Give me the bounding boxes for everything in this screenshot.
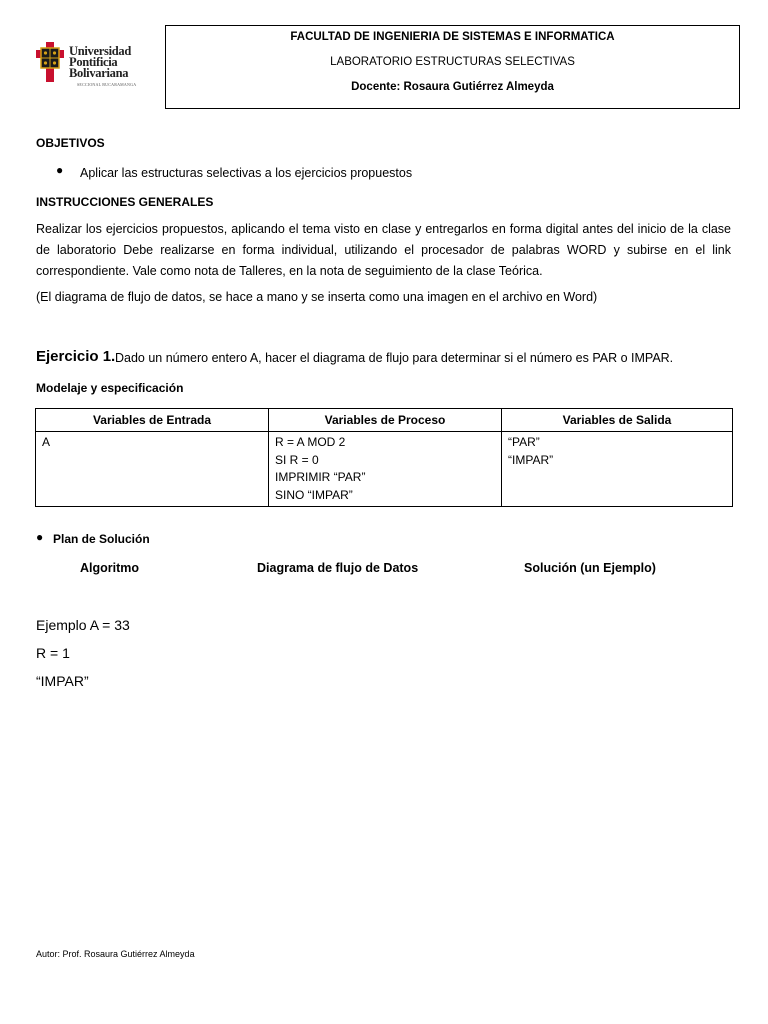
header-entrada: Variables de Entrada — [36, 409, 269, 432]
specification-table — [35, 408, 733, 507]
instrucciones-paragraph: Realizar los ejercicios propuestos, aplicando el tema visto en clase y entregarlos en forma digital antes del inicio de la clase de laboratorio Debe realizarse en forma individual, utilizando el procesador de palabras WORD y subirse en el link correspondiente. Vale como nota de Talleres, en la nota de seguimiento de la clase Teórica. — [36, 222, 731, 278]
instrucciones-heading: INSTRUCCIONES GENERALES — [36, 195, 214, 209]
proceso-line: SINO “IMPAR” — [275, 487, 353, 502]
objetivo-item: Aplicar las estructuras selectivas a los ejercicios propuestos — [80, 166, 413, 180]
salida-line: “PAR” — [508, 435, 540, 449]
bullet-icon: ● — [36, 530, 44, 544]
ejercicio-title: Ejercicio 1. — [36, 348, 116, 365]
crest-icon — [33, 40, 67, 84]
plan-heading: Plan de Solución — [53, 532, 150, 546]
entrada-value: A — [42, 435, 51, 449]
ejemplo-line-3: “IMPAR” — [36, 673, 89, 689]
university-logo — [33, 40, 143, 92]
bullet-icon: ● — [56, 163, 64, 177]
salida-line: “IMPAR” — [508, 452, 554, 467]
proceso-line: SI R = 0 — [275, 452, 319, 467]
plan-col-solucion: Solución (un Ejemplo) — [524, 561, 656, 575]
lab-title: LABORATORIO ESTRUCTURAS SELECTIVAS — [330, 56, 575, 68]
table-row — [36, 432, 733, 507]
ejemplo-line-2: R = 1 — [36, 645, 70, 661]
cell-entrada — [36, 432, 269, 507]
footer-author: Autor: Prof. Rosaura Gutiérrez Almeyda — [36, 949, 195, 959]
faculty-title: FACULTAD DE INGENIERIA DE SISTEMAS E INFORMATICA — [290, 31, 615, 43]
cell-salida — [502, 432, 733, 507]
proceso-line: R = A MOD 2 — [275, 435, 346, 449]
header-box — [165, 25, 740, 109]
header-salida: Variables de Salida — [502, 409, 733, 432]
logo-wordmark — [69, 46, 131, 79]
plan-col-diagrama: Diagrama de flujo de Datos — [257, 561, 419, 575]
ejemplo-line-1: Ejemplo A = 33 — [36, 617, 130, 633]
diagrama-note: (El diagrama de flujo de datos, se hace a mano y se inserta como una imagen en el archivo en Word) — [36, 290, 598, 304]
teacher-name: Docente: Rosaura Gutiérrez Almeyda — [351, 81, 554, 93]
ejercicio-statement: Dado un número entero A, hacer el diagrama de flujo para determinar si el número es PAR o IMPAR. — [115, 351, 674, 365]
proceso-line: IMPRIMIR “PAR” — [275, 470, 366, 484]
logo-line-1: Universidad — [69, 44, 131, 58]
table-header-row — [36, 409, 733, 432]
logo-line-2: Pontificia — [69, 55, 118, 69]
modelaje-heading: Modelaje y especificación — [36, 381, 184, 395]
logo-line-3: Bolivariana — [69, 66, 129, 80]
objetivos-heading: OBJETIVOS — [36, 136, 105, 150]
header-proceso: Variables de Proceso — [269, 409, 502, 432]
logo-subtitle: SECCIONAL BUCARAMANGA — [77, 82, 137, 87]
plan-col-algoritmo: Algoritmo — [80, 561, 140, 575]
cell-proceso — [269, 432, 502, 507]
